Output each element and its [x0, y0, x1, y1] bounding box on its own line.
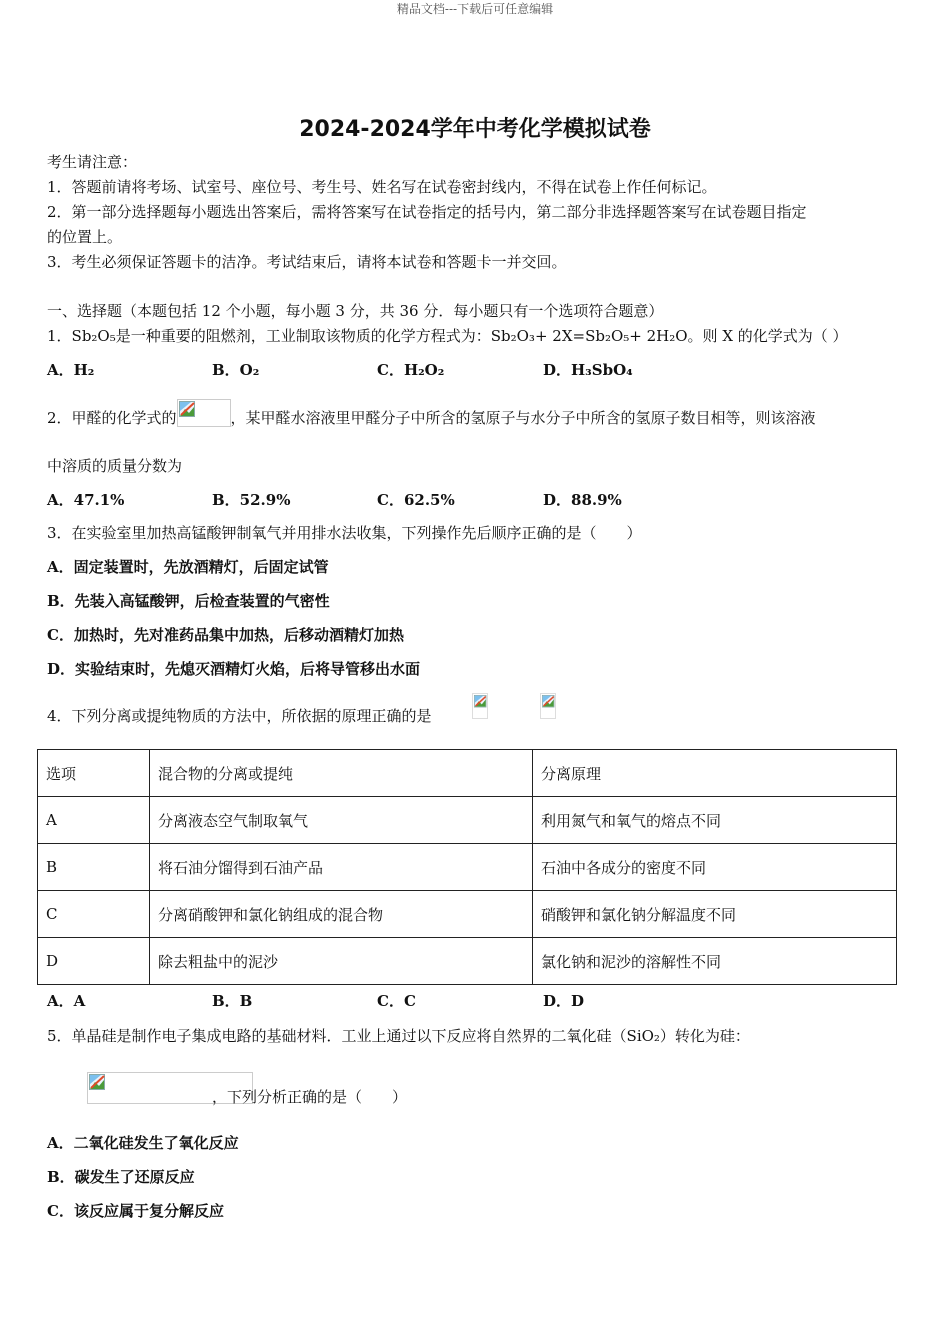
header-note: 精品文档---下载后可任意编辑	[396, 2, 554, 16]
question-4-stem: 4．下列分离或提纯物质的方法中，所依据的原理正确的是	[47, 707, 432, 725]
broken-image-icon	[89, 1074, 107, 1092]
separation-table	[37, 749, 897, 985]
broken-image-icon	[474, 695, 488, 709]
table-cell: 将石油分馏得到石油产品	[150, 844, 533, 891]
table-row	[38, 844, 897, 891]
q2-stem-part-b: ，某甲醛水溶液里甲醛分子中所含的氢原子与水分子中所含的氢原子数目相等，则该溶液	[230, 409, 816, 427]
table-cell: C	[38, 891, 150, 938]
q3-option-c[interactable]: C．加热时，先对准药品集中加热，后移动酒精灯加热	[47, 626, 404, 644]
q5-option-c[interactable]: C．该反应属于复分解反应	[47, 1202, 224, 1220]
inline-image	[540, 693, 556, 719]
inline-image	[472, 693, 488, 719]
table-row	[38, 938, 897, 985]
table-cell: 利用氮气和氧气的熔点不同	[533, 797, 897, 844]
section-heading: 一、选择题（本题包括 12 个小题，每小题 3 分，共 36 分．每小题只有一个选项符合题意）	[47, 302, 664, 320]
notice-heading: 考生请注意：	[47, 153, 138, 171]
question-3-stem: 3．在实验室里加热高锰酸钾制氧气并用排水法收集，下列操作先后顺序正确的是（ ）	[47, 524, 642, 542]
q1-option-c[interactable]: C．H₂O₂	[377, 361, 445, 379]
q2-option-c[interactable]: C．62.5%	[377, 491, 455, 509]
question-1-stem: 1．Sb₂O₅是一种重要的阻燃剂，工业制取该物质的化学方程式为：Sb₂O₃+ 2X=Sb₂O₅+ 2H₂O。则 X 的化学式为（ ）	[47, 327, 848, 345]
notice-item: 1．答题前请将考场、试室号、座位号、考生号、姓名写在试卷密封线内，不得在试卷上作任何标记。	[47, 178, 717, 196]
table-header-row	[38, 750, 897, 797]
q3-option-a[interactable]: A．固定装置时，先放酒精灯，后固定试管	[47, 558, 329, 576]
table-cell: B	[38, 844, 150, 891]
q3-option-b[interactable]: B．先装入高锰酸钾，后检查装置的气密性	[47, 592, 330, 610]
q1-option-b[interactable]: B．O₂	[212, 361, 260, 379]
q2-stem-part-a: 2．甲醛的化学式的	[47, 409, 177, 427]
table-cell: 石油中各成分的密度不同	[533, 844, 897, 891]
table-cell: 氯化钠和泥沙的溶解性不同	[533, 938, 897, 985]
table-header-cell: 选项	[38, 750, 150, 797]
table-row	[38, 797, 897, 844]
q2-option-a[interactable]: A．47.1%	[47, 491, 125, 509]
notice-item: 的位置上。	[47, 228, 123, 246]
q3-option-d[interactable]: D．实验结束时，先熄灭酒精灯火焰，后将导管移出水面	[47, 660, 421, 678]
broken-image-icon	[542, 695, 556, 709]
q1-option-d[interactable]: D．H₃SbO₄	[543, 361, 633, 379]
notice-item: 3．考生必须保证答题卡的洁净。考试结束后，请将本试卷和答题卡一并交回。	[47, 253, 567, 271]
table-cell: 分离液态空气制取氧气	[150, 797, 533, 844]
table-header-cell: 混合物的分离或提纯	[150, 750, 533, 797]
page-title: 2024-2024学年中考化学模拟试卷	[299, 117, 651, 142]
question-2-stem-cont: 中溶质的质量分数为	[47, 457, 183, 475]
q5-option-b[interactable]: B．碳发生了还原反应	[47, 1168, 195, 1186]
table-row	[38, 891, 897, 938]
table-header-cell: 分离原理	[533, 750, 897, 797]
question-5-stem-cont: ，下列分析正确的是（ ）	[212, 1088, 408, 1106]
q5-option-a[interactable]: A．二氧化硅发生了氧化反应	[47, 1134, 239, 1152]
table-cell: 除去粗盐中的泥沙	[150, 938, 533, 985]
table-cell: A	[38, 797, 150, 844]
table-cell: D	[38, 938, 150, 985]
question-2-stem	[47, 405, 816, 433]
broken-image-icon	[179, 401, 197, 419]
q1-option-a[interactable]: A．H₂	[47, 361, 95, 379]
question-5-stem: 5．单晶硅是制作电子集成电路的基础材料．工业上通过以下反应将自然界的二氧化硅（SiO₂）转化为硅：	[47, 1027, 750, 1045]
table-cell: 硝酸钾和氯化钠分解温度不同	[533, 891, 897, 938]
q4-option-d[interactable]: D．D	[543, 992, 585, 1010]
q4-option-c[interactable]: C．C	[377, 992, 416, 1010]
table-cell: 分离硝酸钾和氯化钠组成的混合物	[150, 891, 533, 938]
q2-option-d[interactable]: D．88.9%	[543, 491, 622, 509]
formula-image	[177, 399, 231, 427]
notice-item: 2．第一部分选择题每小题选出答案后，需将答案写在试卷指定的括号内，第二部分非选择题答案写在试卷题目指定	[47, 203, 807, 221]
q4-option-a[interactable]: A．A	[47, 992, 86, 1010]
q4-option-b[interactable]: B．B	[212, 992, 253, 1010]
q2-option-b[interactable]: B．52.9%	[212, 491, 291, 509]
